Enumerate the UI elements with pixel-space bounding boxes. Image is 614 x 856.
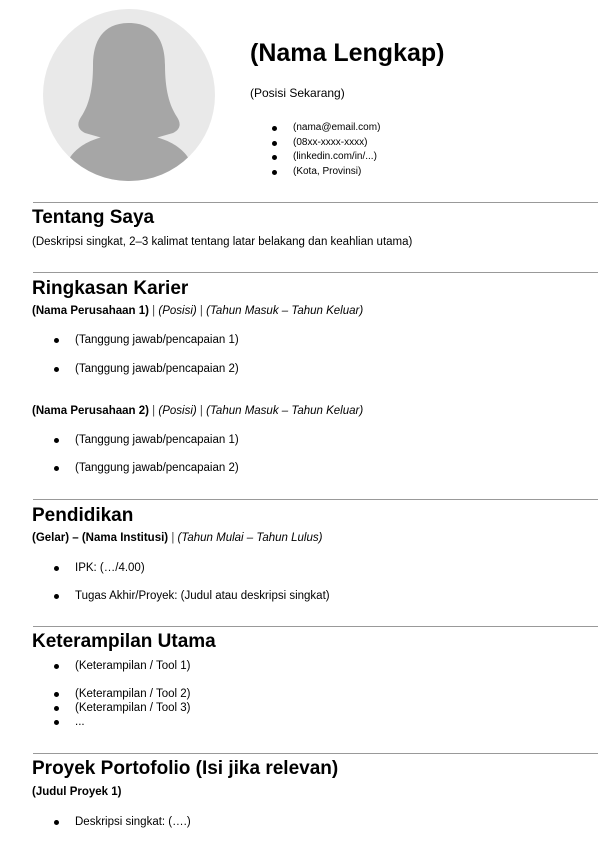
job-role: (Posisi) [158, 305, 197, 317]
separator: | [199, 305, 203, 317]
contact-email: (nama@email.com) [293, 121, 380, 136]
separator: | [171, 532, 175, 544]
education-bullet: Tugas Akhir/Proyek: (Judul atau deskripsi singkat) [75, 590, 330, 602]
project-bullet: Deskripsi singkat: (….) [75, 816, 191, 828]
job-bullet: (Tanggung jawab/pencapaian 2) [75, 363, 239, 375]
job-bullet: (Tanggung jawab/pencapaian 2) [75, 462, 239, 474]
job-role: (Posisi) [158, 405, 197, 417]
full-name: (Nama Lengkap) [250, 39, 445, 67]
profile-photo-placeholder [43, 9, 215, 181]
section-title-education: Pendidikan [32, 505, 134, 526]
job-company: (Nama Perusahaan 1) [32, 305, 149, 317]
divider [33, 499, 598, 500]
skill-item: ... [75, 716, 85, 728]
job-company: (Nama Perusahaan 2) [32, 405, 149, 417]
contact-list [293, 121, 380, 179]
job-bullet: (Tanggung jawab/pencapaian 1) [75, 434, 239, 446]
separator: | [199, 405, 203, 417]
separator: | [152, 305, 156, 317]
job-header-2 [32, 404, 363, 418]
divider [33, 202, 598, 203]
education-years: (Tahun Mulai – Tahun Lulus) [177, 532, 323, 544]
skill-item: (Keterampilan / Tool 3) [75, 702, 191, 714]
job-header-1 [32, 304, 363, 318]
job-years: (Tahun Masuk – Tahun Keluar) [206, 305, 364, 317]
education-degree: (Gelar) – (Nama Institusi) [32, 532, 169, 544]
section-title-skills: Keterampilan Utama [32, 631, 216, 652]
contact-location: (Kota, Provinsi) [293, 165, 380, 180]
job-years: (Tahun Masuk – Tahun Keluar) [206, 405, 364, 417]
contact-phone: (08xx-xxxx-xxxx) [293, 136, 380, 151]
section-title-career: Ringkasan Karier [32, 278, 189, 299]
education-header [32, 531, 322, 545]
separator: | [152, 405, 156, 417]
education-bullet: IPK: (…/4.00) [75, 562, 145, 574]
project-title-text: (Judul Proyek 1) [32, 786, 122, 798]
divider [33, 272, 598, 273]
job-bullet: (Tanggung jawab/pencapaian 1) [75, 334, 239, 346]
skill-item: (Keterampilan / Tool 2) [75, 688, 191, 700]
project-title [32, 785, 121, 799]
divider [33, 626, 598, 627]
divider [33, 753, 598, 754]
contact-linkedin: (linkedin.com/in/...) [293, 150, 380, 165]
section-title-portfolio: Proyek Portofolio (Isi jika relevan) [32, 758, 339, 779]
about-text: (Deskripsi singkat, 2–3 kalimat tentang latar belakang dan keahlian utama) [32, 236, 413, 248]
skill-item: (Keterampilan / Tool 1) [75, 660, 191, 672]
section-title-about: Tentang Saya [32, 207, 155, 228]
current-position: (Posisi Sekarang) [250, 86, 345, 100]
